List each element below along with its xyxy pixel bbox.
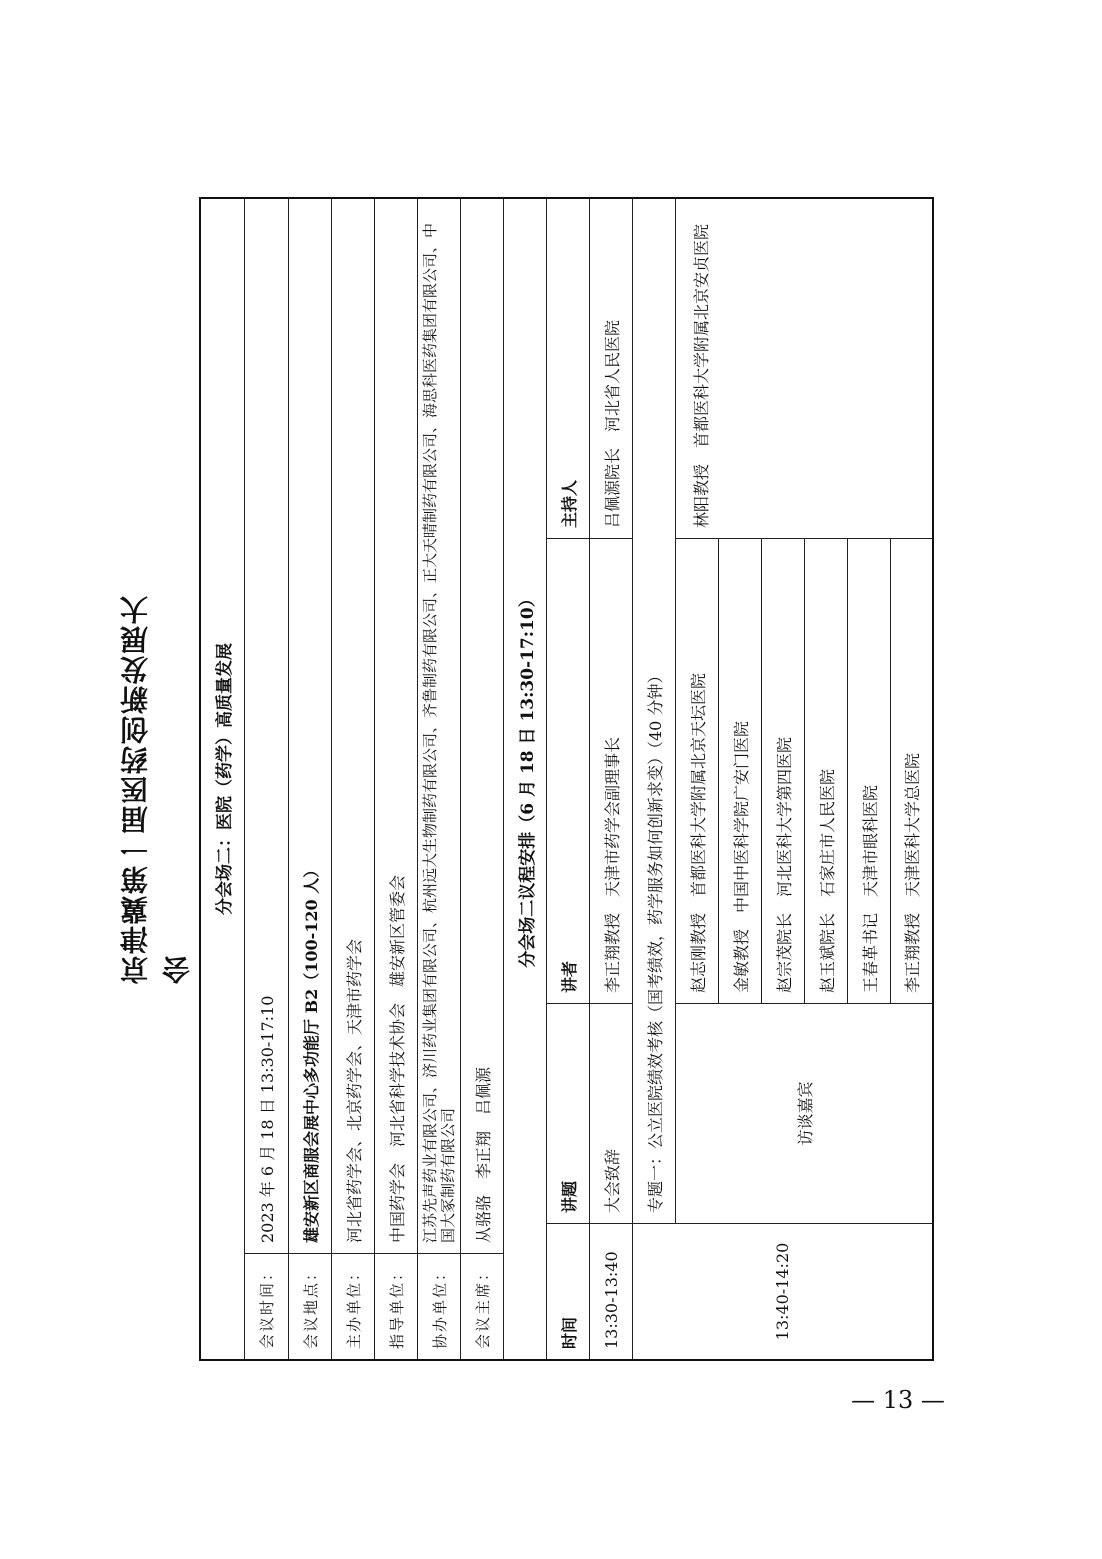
session-host: 林阳教授 首都医科大学附属北京安贞医院 — [676, 199, 932, 539]
info-label: 指导单位： — [387, 1263, 406, 1349]
guest-item: 王春革书记 天津市眼科医院 — [848, 538, 891, 1003]
document-title: 京津冀第一届医药创新发展大会 — [119, 594, 194, 984]
opening-row — [590, 199, 633, 1359]
guest-item: 李正翔教授 天津医科大学总医院 — [903, 752, 922, 993]
opening-topic: 大会致辞 — [590, 1004, 632, 1224]
guest-item: 金敏教授 中国中医科学院广安门医院 — [719, 538, 762, 1003]
header-row — [547, 199, 590, 1359]
info-value: 2023 年 6 月 18 日 13:30-17:10 — [245, 199, 288, 1254]
header-time: 时间 — [559, 1316, 579, 1349]
header-host: 主持人 — [547, 199, 589, 539]
info-row — [332, 199, 375, 1359]
info-value: 江苏先声药业有限公司、济川药业集团有限公司、杭州远大生物制药有限公司、齐鲁制药有限公司、正大天晴制药有限公司、海思科医药集团有限公司、中国大冢制药有限公司 — [418, 199, 460, 1254]
session-topic: 访谈嘉宾 — [676, 1004, 932, 1224]
info-label: 会议时间： — [258, 1263, 276, 1349]
info-value: 河北省药学会、北京药学会、天津市药学会 — [332, 199, 374, 1254]
info-value: 雄安新区商服会展中心多功能厅 B2（100-120 人） — [289, 199, 331, 1254]
header-speaker: 讲者 — [547, 539, 589, 1004]
info-label: 会议主席： — [473, 1263, 492, 1349]
guest-item: 赵志刚教授 首都医科大学附属北京天坛医院 — [676, 538, 719, 1003]
info-row — [461, 199, 504, 1359]
info-label: 主办单位： — [344, 1263, 363, 1349]
topic1-title: 专题一：公立医院绩效考核（国考绩效，药学服务如何创新求变）（40 分钟） — [645, 667, 665, 1213]
venue-title-row — [201, 199, 245, 1359]
guest-item: 赵玉斌院长 石家庄市人民医院 — [805, 538, 848, 1003]
info-label: 协办单位： — [430, 1263, 449, 1349]
venue-title: 分会场二：医院（药学）高质量发展 — [215, 643, 235, 915]
opening-host: 吕佩源院长 河北省人民医院 — [590, 199, 632, 539]
conference-table — [199, 197, 934, 1361]
table-content — [201, 199, 932, 1359]
page-number: — 13 — — [851, 1386, 945, 1414]
info-row — [418, 199, 461, 1359]
guest-list — [676, 539, 932, 1004]
schedule-title-row — [504, 199, 547, 1359]
info-value: 从骆骆 李正翔 吕佩源 — [461, 199, 503, 1254]
topic1-row — [633, 199, 676, 1224]
opening-time: 13:30-13:40 — [601, 1251, 621, 1349]
session-time: 13:40-14:20 — [773, 1242, 792, 1341]
guest-item: 赵宗茂院长 河北医科大学第四医院 — [762, 538, 805, 1003]
info-row — [289, 199, 332, 1359]
info-row — [245, 199, 289, 1359]
info-value: 中国药学会 河北省科学技术协会 雄安新区管委会 — [375, 199, 417, 1254]
opening-speaker: 李正翔教授 天津市药学会副理事长 — [590, 539, 632, 1004]
header-topic: 讲题 — [547, 1004, 589, 1224]
schedule-title: 分会场二议程安排（6 月 18 日 13:30-17:10） — [517, 590, 538, 968]
info-row — [375, 199, 418, 1359]
info-label: 会议地点： — [301, 1263, 320, 1349]
